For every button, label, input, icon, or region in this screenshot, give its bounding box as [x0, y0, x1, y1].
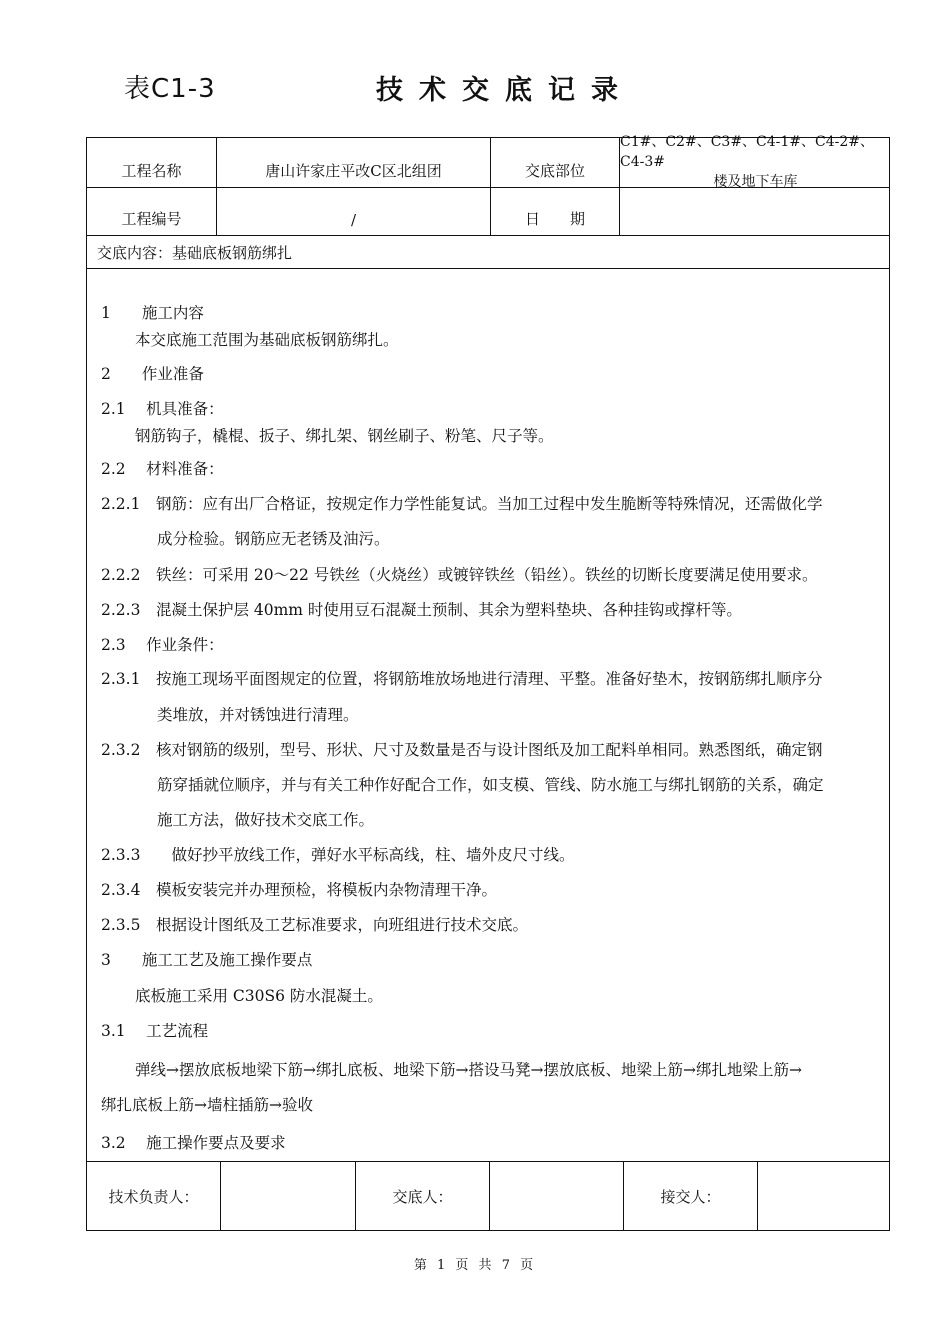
body-line: 类堆放，并对锈蚀进行清理。 [157, 706, 359, 724]
body-line: 1 施工内容 [101, 304, 204, 322]
body-line: 底板施工采用 C30S6 防水混凝土。 [135, 987, 383, 1005]
body-line: 2.3.5 根据设计图纸及工艺标准要求，向班组进行技术交底。 [101, 916, 528, 934]
body-line: 2.3.3 做好抄平放线工作，弹好水平标高线，柱、墙外皮尺寸线。 [101, 846, 575, 864]
body-line: 成分检验。钢筋应无老锈及油污。 [157, 530, 390, 548]
project-no-value: / [217, 188, 491, 235]
body-line: 本交底施工范围为基础底板钢筋绑扎。 [135, 331, 399, 349]
tech-lead-label: 技术负责人： [87, 1162, 221, 1230]
disclosure-form [86, 133, 890, 1231]
body-line: 施工方法，做好技术交底工作。 [157, 811, 375, 829]
body-line: 3.2 施工操作要点及要求 [101, 1134, 286, 1152]
body-line: 2 作业准备 [101, 365, 204, 383]
body-line: 2.3.2 核对钢筋的级别，型号、形状、尺寸及数量是否与设计图纸及加工配料单相同。熟悉图纸，确定钢 [101, 741, 823, 759]
body-line: 2.2.1 钢筋：应有出厂合格证，按规定作力学性能复试。当加工过程中发生脆断等特殊情况，还需做化学 [101, 495, 823, 513]
body-line: 2.2.2 铁丝：可采用 20～22 号铁丝（火烧丝）或镀锌铁丝（铅丝）。铁丝的切断长度要满足使用要求。 [101, 566, 818, 584]
form-id: 表C1-3 [124, 74, 216, 104]
project-no-label: 工程编号 [87, 188, 217, 235]
project-name-value: 唐山许家庄平改C区北组团 [217, 138, 491, 187]
signature-row [87, 1162, 889, 1230]
body-line: 2.1 机具准备： [101, 400, 224, 418]
location-line-1: C1#、C2#、C3#、C4-1#、C4-2#、C4-3# [620, 133, 875, 170]
date-value [620, 188, 891, 235]
receiver-label: 接交人： [624, 1162, 758, 1230]
location-label: 交底部位 [491, 138, 620, 187]
info-row-1 [87, 133, 889, 190]
body-line: 钢筋钩子，橇棍、扳子、绑扎架、钢丝刷子、粉笔、尺子等。 [135, 427, 554, 445]
location-line-2: 楼及地下车库 [713, 173, 798, 190]
body-line: 2.2 材料准备： [101, 460, 224, 478]
info-row-2 [87, 188, 889, 236]
body-line: 2.2.3 混凝土保护层 40mm 时使用豆石混凝土预制、其余为塑料垫块、各种挂钩或撑杆等。 [101, 601, 742, 619]
date-label: 日 期 [491, 188, 620, 235]
content-title: 交底内容：基础底板钢筋绑扎 [87, 236, 889, 269]
body-line: 2.3.1 按施工现场平面图规定的位置，将钢筋堆放场地进行清理、平整。准备好垫木，按钢筋绑扎顺序分 [101, 670, 823, 688]
page-number: 第 1 页 共 7 页 [413, 1258, 537, 1273]
discloser-label: 交底人： [356, 1162, 490, 1230]
location-value [620, 133, 891, 190]
page-title: 技术交底记录 [376, 75, 634, 106]
discloser-value [490, 1162, 624, 1230]
tech-lead-value [221, 1162, 356, 1230]
body-line: 2.3.4 模板安装完并办理预检，将模板内杂物清理干净。 [101, 881, 497, 899]
receiver-value [758, 1162, 889, 1230]
body-line: 弹线→摆放底板地梁下筋→绑扎底板、地梁下筋→搭设马凳→摆放底板、地梁上筋→绑扎地梁上筋→ [135, 1061, 802, 1079]
body-line: 绑扎底板上筋→墙柱插筋→验收 [101, 1096, 313, 1114]
disclosure-body [87, 269, 889, 1162]
body-line: 筋穿插就位顺序，并与有关工种作好配合工作，如支模、管线、防水施工与绑扎钢筋的关系，确定 [157, 776, 824, 794]
project-name-label: 工程名称 [87, 138, 217, 187]
body-line: 3 施工工艺及施工操作要点 [101, 951, 313, 969]
body-line: 2.3 作业条件： [101, 636, 224, 654]
body-line: 3.1 工艺流程 [101, 1022, 209, 1040]
